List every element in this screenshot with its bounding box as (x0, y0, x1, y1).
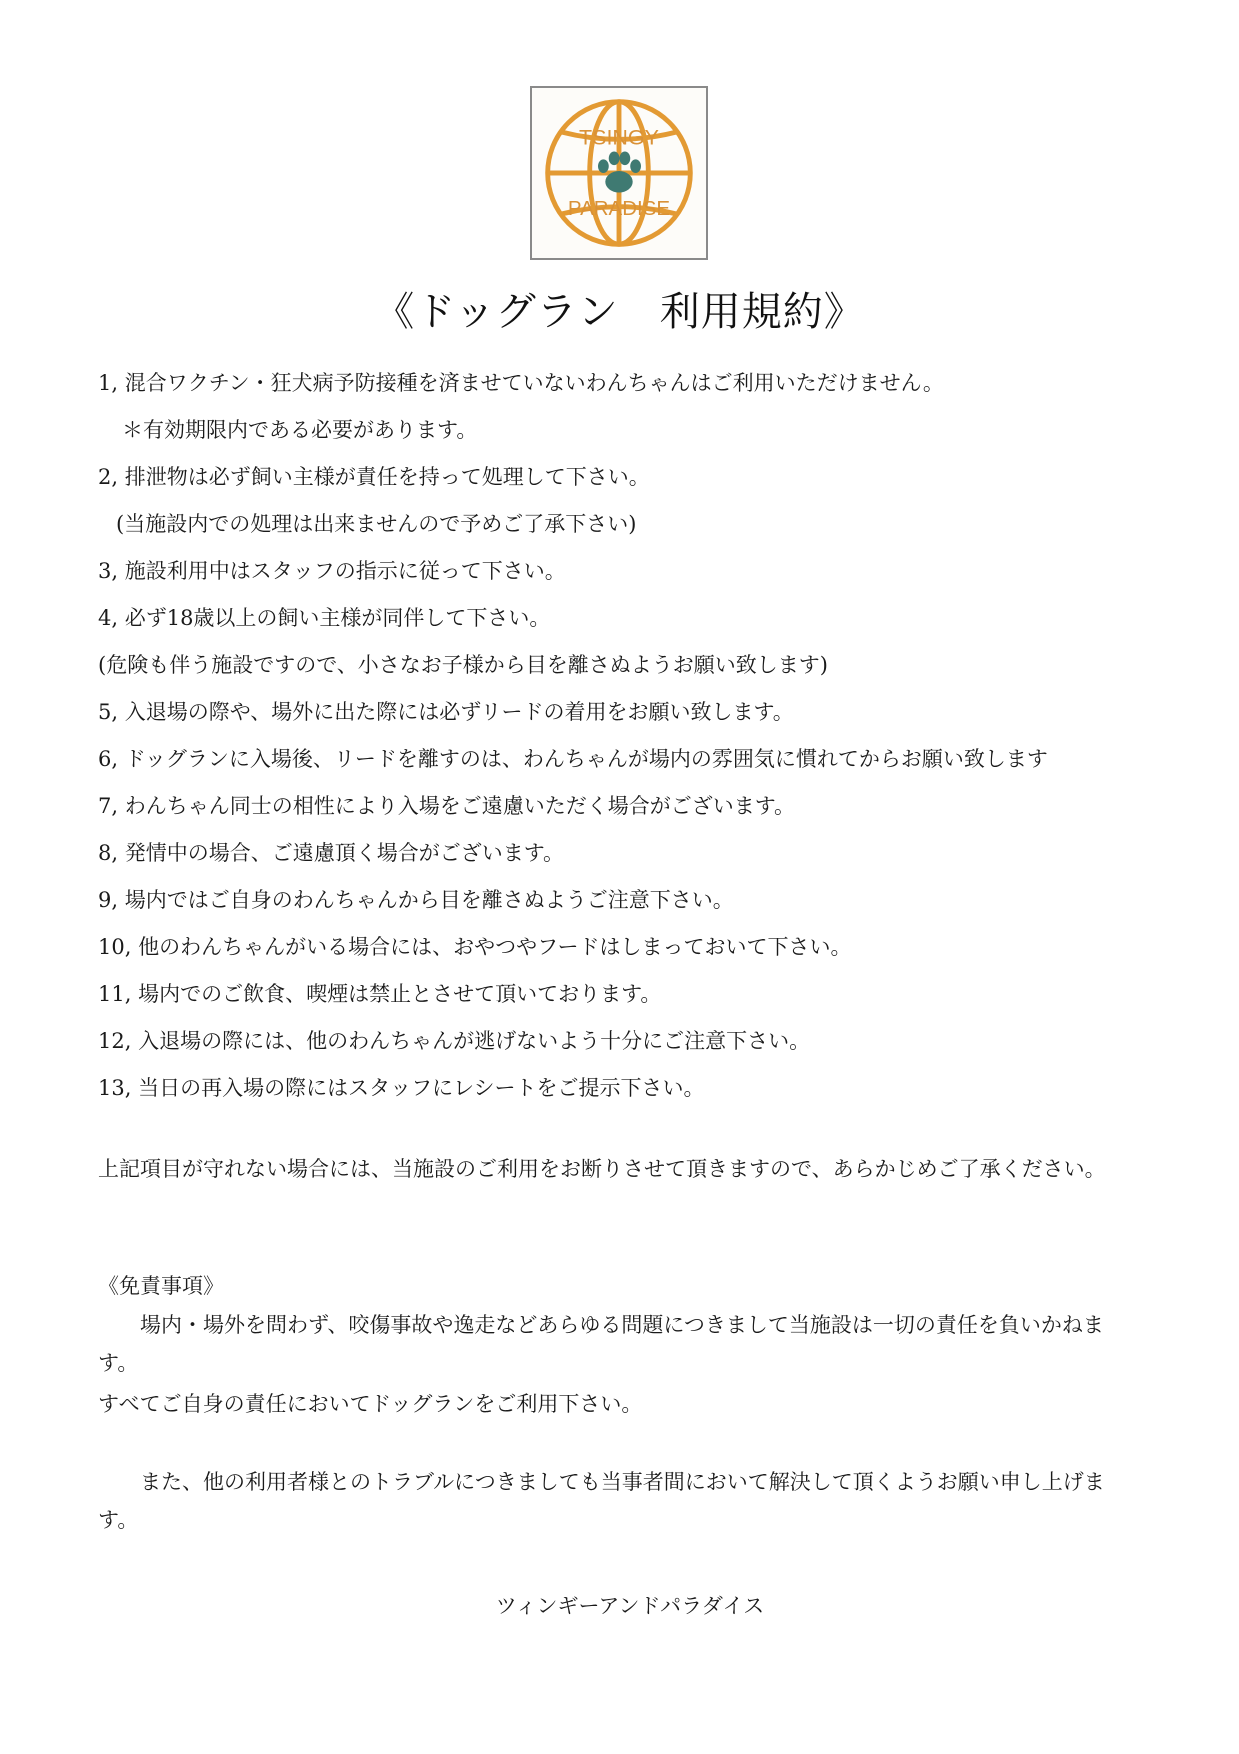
rule-3: 3, 施設利用中はスタッフの指示に従って下さい。 (98, 559, 566, 583)
rule-4: 4, 必ず18歳以上の飼い主様が同伴して下さい。 (98, 606, 551, 630)
rule-10: 10, 他のわんちゃんがいる場合には、おやつやフードはしまっておいて下さい。 (98, 935, 852, 959)
rule-6: 6, ドッグランに入場後、リードを離すのは、わんちゃんが場内の雰囲気に慣れてからお願い致します (98, 747, 1048, 771)
rule-1: 1, 混合ワクチン・狂犬病予防接種を済ませていないわんちゃんはご利用いただけません。 (98, 371, 944, 395)
page-title: 《ドッグラン 利用規約》 (374, 289, 865, 335)
rule-12: 12, 入退場の際には、他のわんちゃんが逃げないよう十分にご注意下さい。 (98, 1029, 811, 1053)
logo (530, 86, 708, 260)
rule-8: 8, 発情中の場合、ご遠慮頂く場合がございます。 (98, 841, 565, 865)
rule-7: 7, わんちゃん同士の相性により入場をご遠慮いただく場合がございます。 (98, 794, 796, 818)
disclaimer-heading: 《免責事項》 (98, 1274, 224, 1298)
disclaimer-paragraph-1: 場内・場外を問わず、咬傷事故や逸走などあらゆる問題につきまして当施設は一切の責任を負いかねます。 (98, 1313, 1104, 1375)
disclaimer-paragraph-3: また、他の利用者様とのトラブルにつきましても当事者間において解決して頂くようお願い申し上げます。 (98, 1470, 1105, 1532)
rule-9: 9, 場内ではご自身のわんちゃんから目を離さぬようご注意下さい。 (98, 888, 734, 912)
notice-paragraph: 上記項目が守れない場合には、当施設のご利用をお断りさせて頂きますので、あらかじめご了承ください。 (98, 1157, 1106, 1181)
rules-list (98, 360, 1158, 1112)
rule-5: 5, 入退場の際や、場外に出た際には必ずリードの着用をお願い致します。 (98, 700, 794, 724)
rule-11: 11, 場内でのご飲食、喫煙は禁止とさせて頂いております。 (98, 982, 662, 1006)
globe-paw-logo-icon (532, 88, 706, 258)
rule-2-note: (当施設内での処理は出来ませんので予めご了承下さい) (116, 512, 637, 536)
rule-2: 2, 排泄物は必ず飼い主様が責任を持って処理して下さい。 (98, 465, 650, 489)
rule-4-note: (危険も伴う施設ですので、小さなお子様から目を離さぬようお願い致します) (98, 653, 828, 677)
logo-top-text: TSINGY (579, 125, 659, 150)
signature: ツィンギーアンドパラダイス (495, 1594, 765, 1618)
rule-13: 13, 当日の再入場の際にはスタッフにレシートをご提示下さい。 (98, 1076, 705, 1100)
rule-1-note: ＊有効期限内である必要があります。 (122, 418, 478, 442)
disclaimer-paragraph-2: すべてご自身の責任においてドッグランをご利用下さい。 (98, 1392, 643, 1416)
logo-bottom-text: PARADISE (567, 197, 671, 221)
